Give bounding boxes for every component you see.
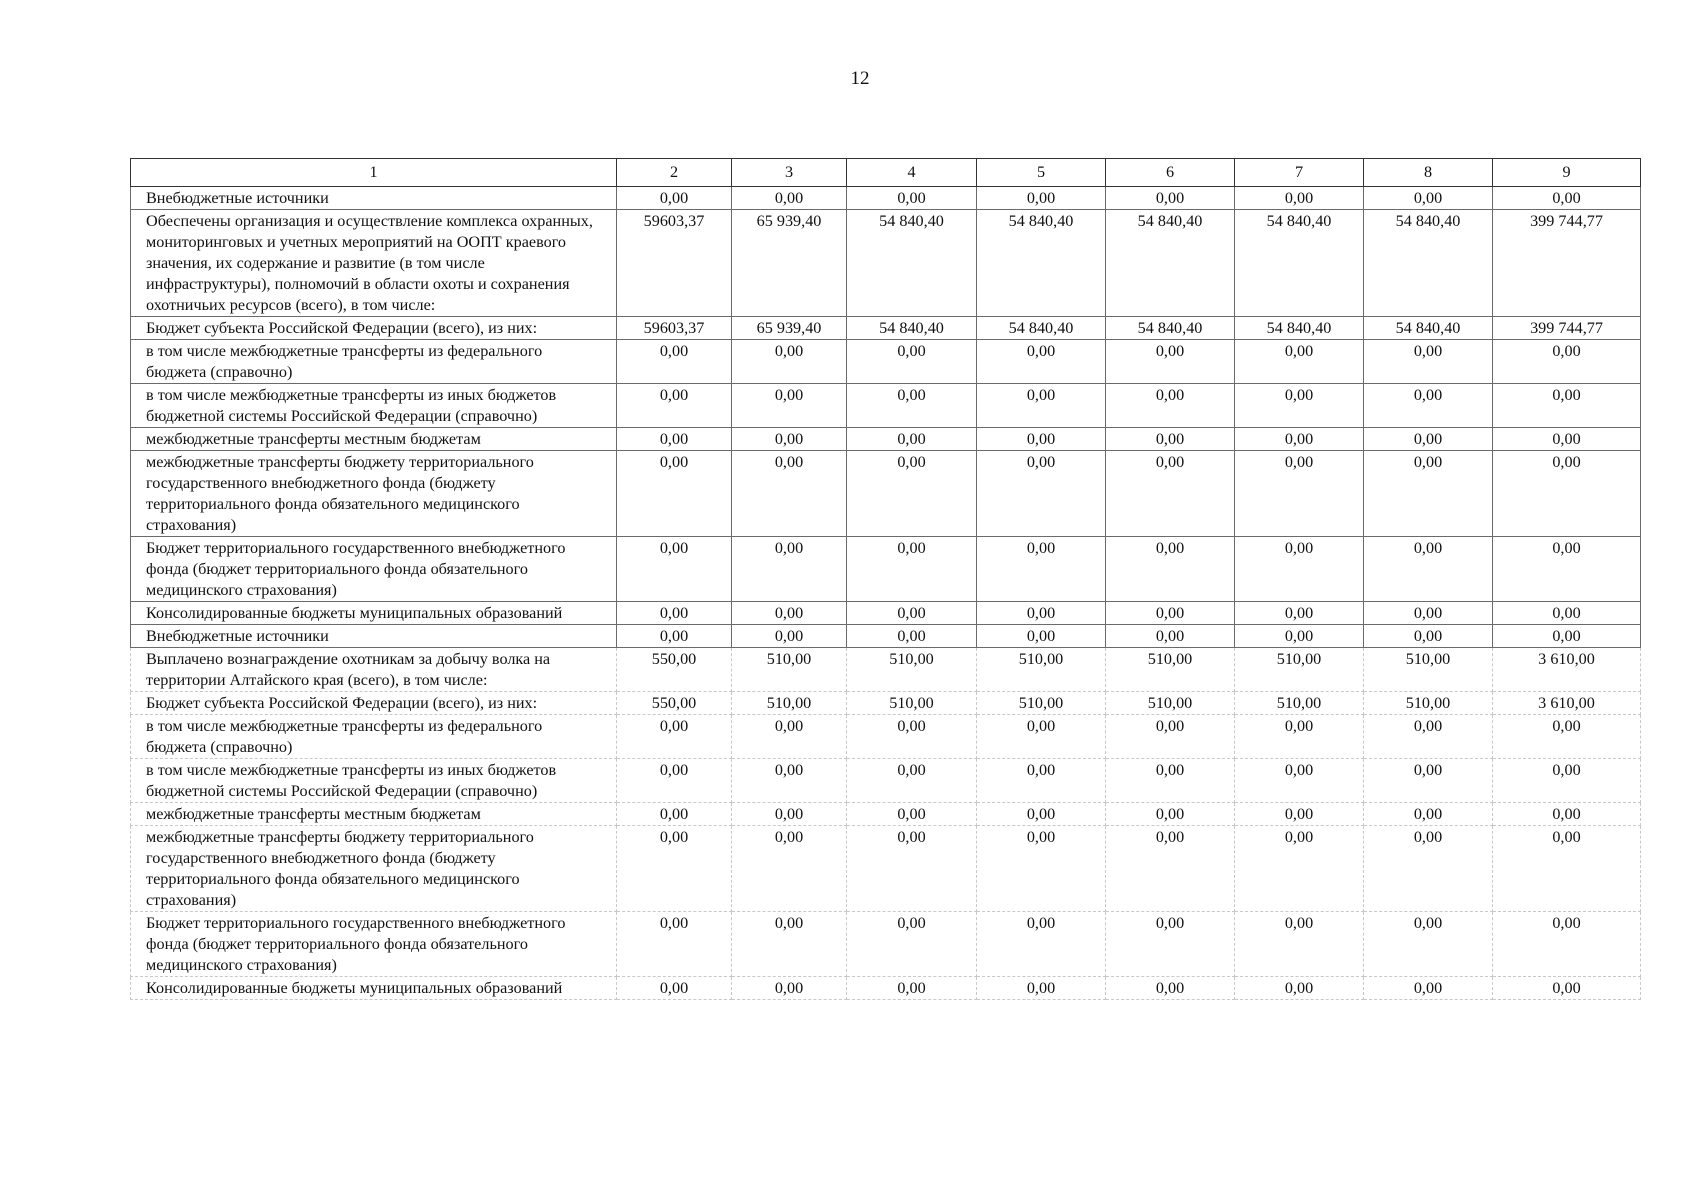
cell-value: 0,00 <box>1235 912 1364 977</box>
cell-value: 0,00 <box>732 451 847 537</box>
cell-value: 0,00 <box>1364 428 1493 451</box>
cell-value: 0,00 <box>977 715 1106 759</box>
cell-value: 510,00 <box>732 692 847 715</box>
cell-value: 0,00 <box>847 912 977 977</box>
cell-value: 0,00 <box>732 537 847 602</box>
cell-value: 0,00 <box>1235 759 1364 803</box>
row-label: Внебюджетные источники <box>131 187 617 210</box>
cell-value: 0,00 <box>977 187 1106 210</box>
cell-value: 0,00 <box>732 912 847 977</box>
column-header-2: 2 <box>617 159 732 187</box>
cell-value: 399 744,77 <box>1493 317 1641 340</box>
row-label: Внебюджетные источники <box>131 625 617 648</box>
table-row <box>131 977 1641 1000</box>
cell-value: 0,00 <box>732 340 847 384</box>
cell-value: 0,00 <box>1364 625 1493 648</box>
table-row <box>131 340 1641 384</box>
cell-value: 0,00 <box>617 912 732 977</box>
cell-value: 0,00 <box>617 977 732 1000</box>
cell-value: 0,00 <box>732 826 847 912</box>
cell-value: 54 840,40 <box>847 210 977 317</box>
row-label: Консолидированные бюджеты муниципальных образований <box>131 602 617 625</box>
cell-value: 54 840,40 <box>1106 210 1235 317</box>
table-header <box>131 159 1641 187</box>
cell-value: 0,00 <box>617 428 732 451</box>
cell-value: 3 610,00 <box>1493 692 1641 715</box>
cell-value: 0,00 <box>1493 602 1641 625</box>
cell-value: 54 840,40 <box>1106 317 1235 340</box>
cell-value: 0,00 <box>1364 759 1493 803</box>
cell-value: 0,00 <box>847 977 977 1000</box>
cell-value: 0,00 <box>977 803 1106 826</box>
table-row <box>131 428 1641 451</box>
cell-value: 0,00 <box>977 428 1106 451</box>
cell-value: 0,00 <box>617 803 732 826</box>
cell-value: 0,00 <box>617 384 732 428</box>
budget-table <box>130 158 1641 1000</box>
cell-value: 0,00 <box>977 537 1106 602</box>
cell-value: 550,00 <box>617 692 732 715</box>
cell-value: 0,00 <box>732 715 847 759</box>
row-label: межбюджетные трансферты бюджету территориального государственного внебюджетного фонда (бюджету территориального фонда обязательного медицинского страхования) <box>131 826 617 912</box>
cell-value: 0,00 <box>977 912 1106 977</box>
cell-value: 0,00 <box>1235 803 1364 826</box>
cell-value: 65 939,40 <box>732 210 847 317</box>
cell-value: 0,00 <box>847 803 977 826</box>
column-header-6: 6 <box>1106 159 1235 187</box>
cell-value: 0,00 <box>1106 912 1235 977</box>
table-row <box>131 912 1641 977</box>
table-row <box>131 451 1641 537</box>
cell-value: 0,00 <box>1106 625 1235 648</box>
cell-value: 0,00 <box>847 451 977 537</box>
cell-value: 0,00 <box>1364 340 1493 384</box>
cell-value: 0,00 <box>977 384 1106 428</box>
cell-value: 0,00 <box>1364 826 1493 912</box>
cell-value: 510,00 <box>1364 692 1493 715</box>
cell-value: 0,00 <box>1106 384 1235 428</box>
cell-value: 0,00 <box>1493 537 1641 602</box>
row-label: в том числе межбюджетные трансферты из иных бюджетов бюджетной системы Российской Федерации (справочно) <box>131 759 617 803</box>
cell-value: 0,00 <box>617 826 732 912</box>
cell-value: 0,00 <box>617 602 732 625</box>
row-label: Бюджет субъекта Российской Федерации (всего), из них: <box>131 692 617 715</box>
cell-value: 0,00 <box>1364 451 1493 537</box>
cell-value: 0,00 <box>617 187 732 210</box>
cell-value: 0,00 <box>732 187 847 210</box>
cell-value: 0,00 <box>617 451 732 537</box>
cell-value: 0,00 <box>1364 602 1493 625</box>
cell-value: 0,00 <box>732 759 847 803</box>
cell-value: 54 840,40 <box>977 317 1106 340</box>
cell-value: 59603,37 <box>617 210 732 317</box>
cell-value: 510,00 <box>1235 648 1364 692</box>
cell-value: 510,00 <box>977 648 1106 692</box>
table-row <box>131 826 1641 912</box>
cell-value: 0,00 <box>732 977 847 1000</box>
cell-value: 0,00 <box>732 602 847 625</box>
cell-value: 3 610,00 <box>1493 648 1641 692</box>
cell-value: 0,00 <box>977 602 1106 625</box>
cell-value: 0,00 <box>1493 384 1641 428</box>
cell-value: 0,00 <box>1493 759 1641 803</box>
cell-value: 0,00 <box>847 625 977 648</box>
cell-value: 0,00 <box>1235 340 1364 384</box>
cell-value: 0,00 <box>1106 977 1235 1000</box>
cell-value: 0,00 <box>1106 428 1235 451</box>
column-header-3: 3 <box>732 159 847 187</box>
cell-value: 0,00 <box>617 715 732 759</box>
table-row <box>131 803 1641 826</box>
cell-value: 510,00 <box>1106 692 1235 715</box>
table-row <box>131 625 1641 648</box>
cell-value: 0,00 <box>977 340 1106 384</box>
cell-value: 54 840,40 <box>977 210 1106 317</box>
cell-value: 0,00 <box>1364 187 1493 210</box>
row-label: в том числе межбюджетные трансферты из федерального бюджета (справочно) <box>131 340 617 384</box>
cell-value: 0,00 <box>1106 826 1235 912</box>
cell-value: 510,00 <box>732 648 847 692</box>
cell-value: 0,00 <box>1493 625 1641 648</box>
cell-value: 54 840,40 <box>1364 210 1493 317</box>
row-label: в том числе межбюджетные трансферты из иных бюджетов бюджетной системы Российской Федерации (справочно) <box>131 384 617 428</box>
cell-value: 0,00 <box>1364 803 1493 826</box>
cell-value: 0,00 <box>617 340 732 384</box>
page-number: 12 <box>850 68 870 89</box>
header-row <box>131 159 1641 187</box>
cell-value: 0,00 <box>977 977 1106 1000</box>
cell-value: 0,00 <box>1235 826 1364 912</box>
cell-value: 0,00 <box>1106 340 1235 384</box>
cell-value: 0,00 <box>977 625 1106 648</box>
cell-value: 550,00 <box>617 648 732 692</box>
cell-value: 59603,37 <box>617 317 732 340</box>
cell-value: 0,00 <box>847 384 977 428</box>
cell-value: 0,00 <box>1235 428 1364 451</box>
cell-value: 0,00 <box>1493 715 1641 759</box>
cell-value: 0,00 <box>977 451 1106 537</box>
cell-value: 510,00 <box>1106 648 1235 692</box>
table-row <box>131 692 1641 715</box>
table-row <box>131 537 1641 602</box>
cell-value: 0,00 <box>977 759 1106 803</box>
table-row <box>131 648 1641 692</box>
cell-value: 0,00 <box>617 625 732 648</box>
cell-value: 0,00 <box>847 428 977 451</box>
cell-value: 0,00 <box>847 715 977 759</box>
cell-value: 510,00 <box>847 692 977 715</box>
cell-value: 0,00 <box>1493 826 1641 912</box>
cell-value: 0,00 <box>1493 803 1641 826</box>
cell-value: 0,00 <box>1106 803 1235 826</box>
cell-value: 0,00 <box>1493 340 1641 384</box>
table-row <box>131 715 1641 759</box>
cell-value: 0,00 <box>847 537 977 602</box>
column-header-4: 4 <box>847 159 977 187</box>
cell-value: 0,00 <box>1364 537 1493 602</box>
cell-value: 0,00 <box>732 803 847 826</box>
table-body <box>131 187 1641 1000</box>
cell-value: 0,00 <box>1235 537 1364 602</box>
cell-value: 54 840,40 <box>1235 210 1364 317</box>
cell-value: 0,00 <box>1106 451 1235 537</box>
table-row <box>131 210 1641 317</box>
cell-value: 0,00 <box>847 759 977 803</box>
cell-value: 0,00 <box>1235 715 1364 759</box>
row-label: межбюджетные трансферты местным бюджетам <box>131 428 617 451</box>
table-row <box>131 187 1641 210</box>
column-header-1: 1 <box>131 159 617 187</box>
cell-value: 0,00 <box>1364 977 1493 1000</box>
cell-value: 0,00 <box>1106 187 1235 210</box>
cell-value: 0,00 <box>847 826 977 912</box>
cell-value: 0,00 <box>847 602 977 625</box>
table-row <box>131 759 1641 803</box>
row-label: Консолидированные бюджеты муниципальных образований <box>131 977 617 1000</box>
cell-value: 0,00 <box>617 759 732 803</box>
row-label: межбюджетные трансферты бюджету территориального государственного внебюджетного фонда (бюджету территориального фонда обязательного медицинского страхования) <box>131 451 617 537</box>
column-header-5: 5 <box>977 159 1106 187</box>
cell-value: 0,00 <box>1235 602 1364 625</box>
cell-value: 399 744,77 <box>1493 210 1641 317</box>
cell-value: 0,00 <box>1364 384 1493 428</box>
cell-value: 65 939,40 <box>732 317 847 340</box>
cell-value: 0,00 <box>1235 187 1364 210</box>
cell-value: 0,00 <box>1106 537 1235 602</box>
cell-value: 0,00 <box>847 187 977 210</box>
cell-value: 54 840,40 <box>847 317 977 340</box>
column-header-9: 9 <box>1493 159 1641 187</box>
cell-value: 0,00 <box>1235 977 1364 1000</box>
cell-value: 510,00 <box>1364 648 1493 692</box>
cell-value: 510,00 <box>977 692 1106 715</box>
cell-value: 0,00 <box>1106 602 1235 625</box>
cell-value: 510,00 <box>1235 692 1364 715</box>
row-label: Бюджет территориального государственного внебюджетного фонда (бюджет территориального фонда обязательного медицинского страхования) <box>131 537 617 602</box>
cell-value: 0,00 <box>1106 715 1235 759</box>
row-label: в том числе межбюджетные трансферты из федерального бюджета (справочно) <box>131 715 617 759</box>
cell-value: 0,00 <box>1364 715 1493 759</box>
cell-value: 0,00 <box>847 340 977 384</box>
table-row <box>131 384 1641 428</box>
row-label: Бюджет территориального государственного внебюджетного фонда (бюджет территориального фонда обязательного медицинского страхования) <box>131 912 617 977</box>
cell-value: 0,00 <box>732 625 847 648</box>
cell-value: 0,00 <box>1493 187 1641 210</box>
column-header-7: 7 <box>1235 159 1364 187</box>
cell-value: 0,00 <box>732 428 847 451</box>
row-label: Выплачено вознаграждение охотникам за добычу волка на территории Алтайского края (всего), в том числе: <box>131 648 617 692</box>
cell-value: 0,00 <box>977 826 1106 912</box>
cell-value: 0,00 <box>1235 625 1364 648</box>
cell-value: 0,00 <box>1493 428 1641 451</box>
table-row <box>131 602 1641 625</box>
cell-value: 0,00 <box>1235 451 1364 537</box>
cell-value: 54 840,40 <box>1364 317 1493 340</box>
cell-value: 0,00 <box>732 384 847 428</box>
cell-value: 0,00 <box>1106 759 1235 803</box>
row-label: межбюджетные трансферты местным бюджетам <box>131 803 617 826</box>
cell-value: 510,00 <box>847 648 977 692</box>
cell-value: 0,00 <box>1364 912 1493 977</box>
row-label: Обеспечены организация и осуществление комплекса охранных, мониторинговых и учетных мероприятий на ООПТ краевого значения, их содержание и развитие (в том числе инфраструктуры), полномочий в области охоты и сохранения охотничьих ресурсов (всего), в том числе: <box>131 210 617 317</box>
cell-value: 0,00 <box>1493 451 1641 537</box>
cell-value: 0,00 <box>1235 384 1364 428</box>
cell-value: 0,00 <box>1493 912 1641 977</box>
column-header-8: 8 <box>1364 159 1493 187</box>
cell-value: 0,00 <box>617 537 732 602</box>
table-row <box>131 317 1641 340</box>
cell-value: 54 840,40 <box>1235 317 1364 340</box>
cell-value: 0,00 <box>1493 977 1641 1000</box>
row-label: Бюджет субъекта Российской Федерации (всего), из них: <box>131 317 617 340</box>
